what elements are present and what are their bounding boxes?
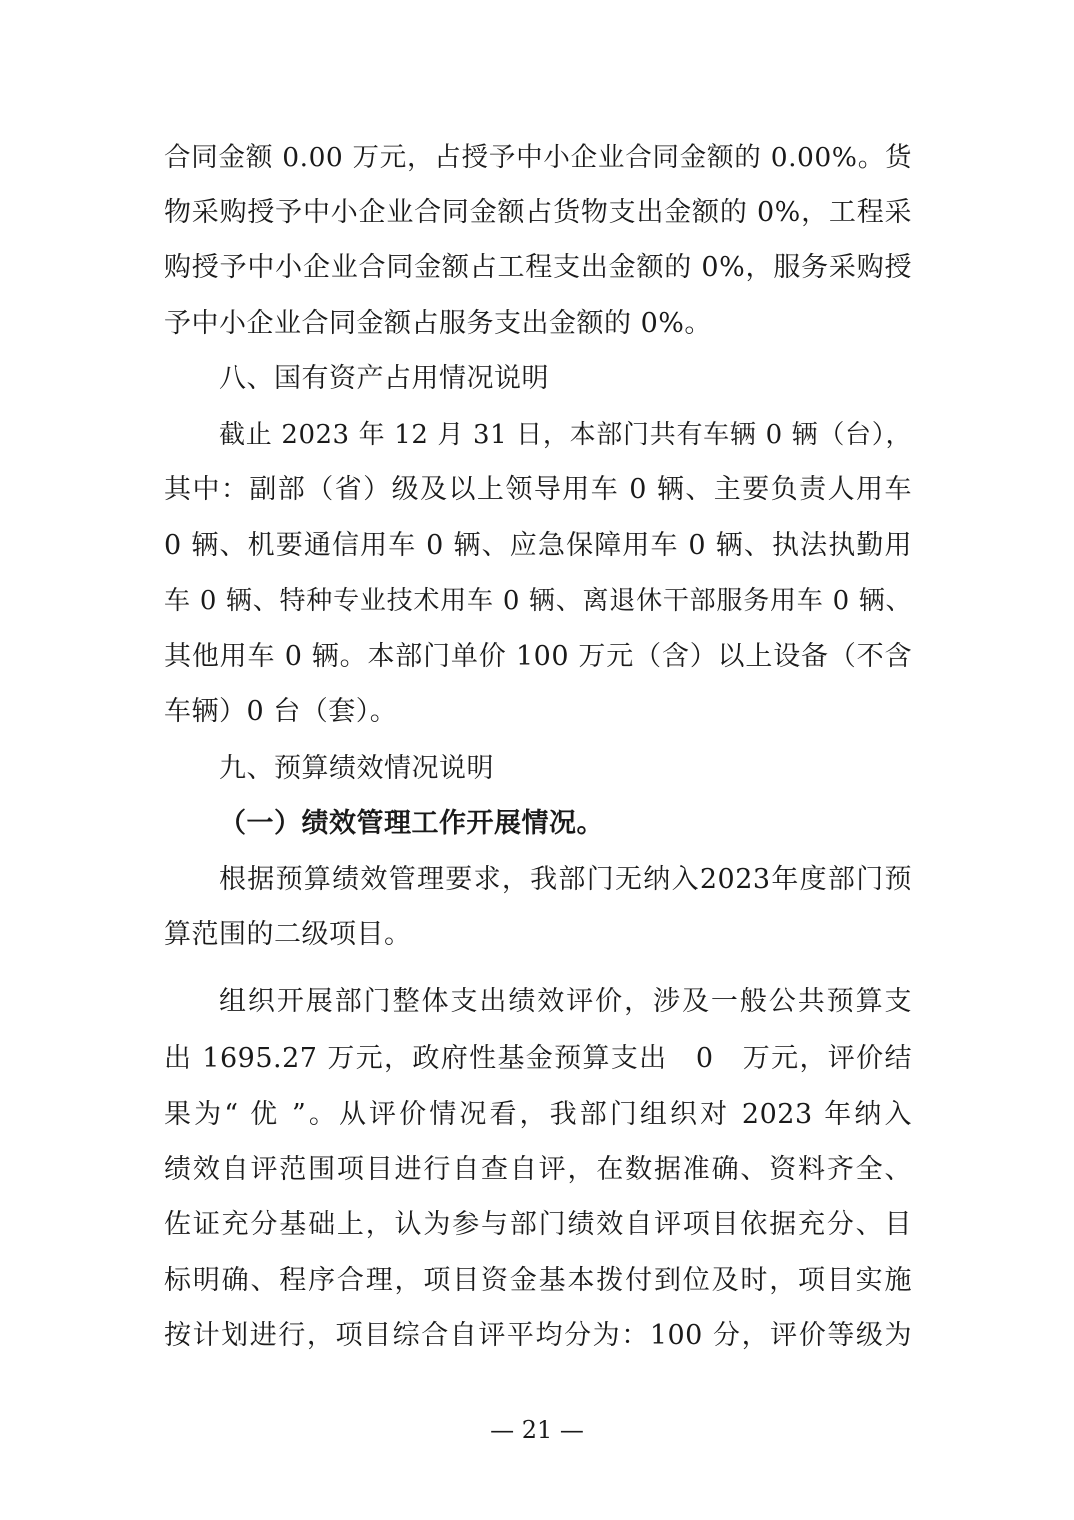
- text-line: 合同金额 0.00 万元，占授予中小企业合同金额的 0.00%。货: [164, 142, 912, 173]
- text-line: 果为“ 优 ”。从评价情况看，我部门组织对 2023 年纳入: [164, 1099, 912, 1130]
- text-line: 物采购授予中小企业合同金额占货物支出金额的 0%，工程采: [164, 197, 912, 228]
- text-line: 佐证充分基础上，认为参与部门绩效自评项目依据充分、目: [164, 1209, 912, 1240]
- text-line: 0 辆、机要通信用车 0 辆、应急保障用车 0 辆、执法执勤用: [164, 530, 912, 561]
- subsection-heading-1: （一）绩效管理工作开展情况。: [219, 808, 604, 839]
- text-line: 标明确、程序合理，项目资金基本拨付到位及时，项目实施: [164, 1265, 912, 1296]
- text-line: 予中小企业合同金额占服务支出金额的 0%。: [164, 308, 712, 339]
- text-line: 其中：副部（省）级及以上领导用车 0 辆、主要负责人用车: [164, 474, 912, 505]
- text-line: 截止 2023 年 12 月 31 日，本部门共有车辆 0 辆（台），: [219, 420, 912, 450]
- text-line: 组织开展部门整体支出绩效评价，涉及一般公共预算支: [219, 986, 912, 1017]
- text-line: 车 0 辆、特种专业技术用车 0 辆、离退休干部服务用车 0 辆、: [164, 586, 912, 616]
- text-line: 其他用车 0 辆。本部门单价 100 万元（含）以上设备（不含: [164, 641, 912, 672]
- text-line: 出 1695.27 万元，政府性基金预算支出 0 万元，评价结: [164, 1043, 912, 1074]
- text-line: 绩效自评范围项目进行自查自评，在数据准确、资料齐全、: [164, 1154, 912, 1185]
- section-heading-8: 八、国有资产占用情况说明: [219, 363, 549, 394]
- text-line: 车辆）0 台（套）。: [164, 696, 398, 727]
- text-line: 算范围的二级项目。: [164, 919, 412, 950]
- text-line: 按计划进行，项目综合自评平均分为：100 分，评价等级为: [164, 1320, 912, 1351]
- section-heading-9: 九、预算绩效情况说明: [219, 753, 494, 784]
- page-number: — 21 —: [490, 1416, 584, 1444]
- text-line: 购授予中小企业合同金额占工程支出金额的 0%，服务采购授: [164, 252, 912, 283]
- text-line: 根据预算绩效管理要求，我部门无纳入2023年度部门预: [219, 864, 912, 895]
